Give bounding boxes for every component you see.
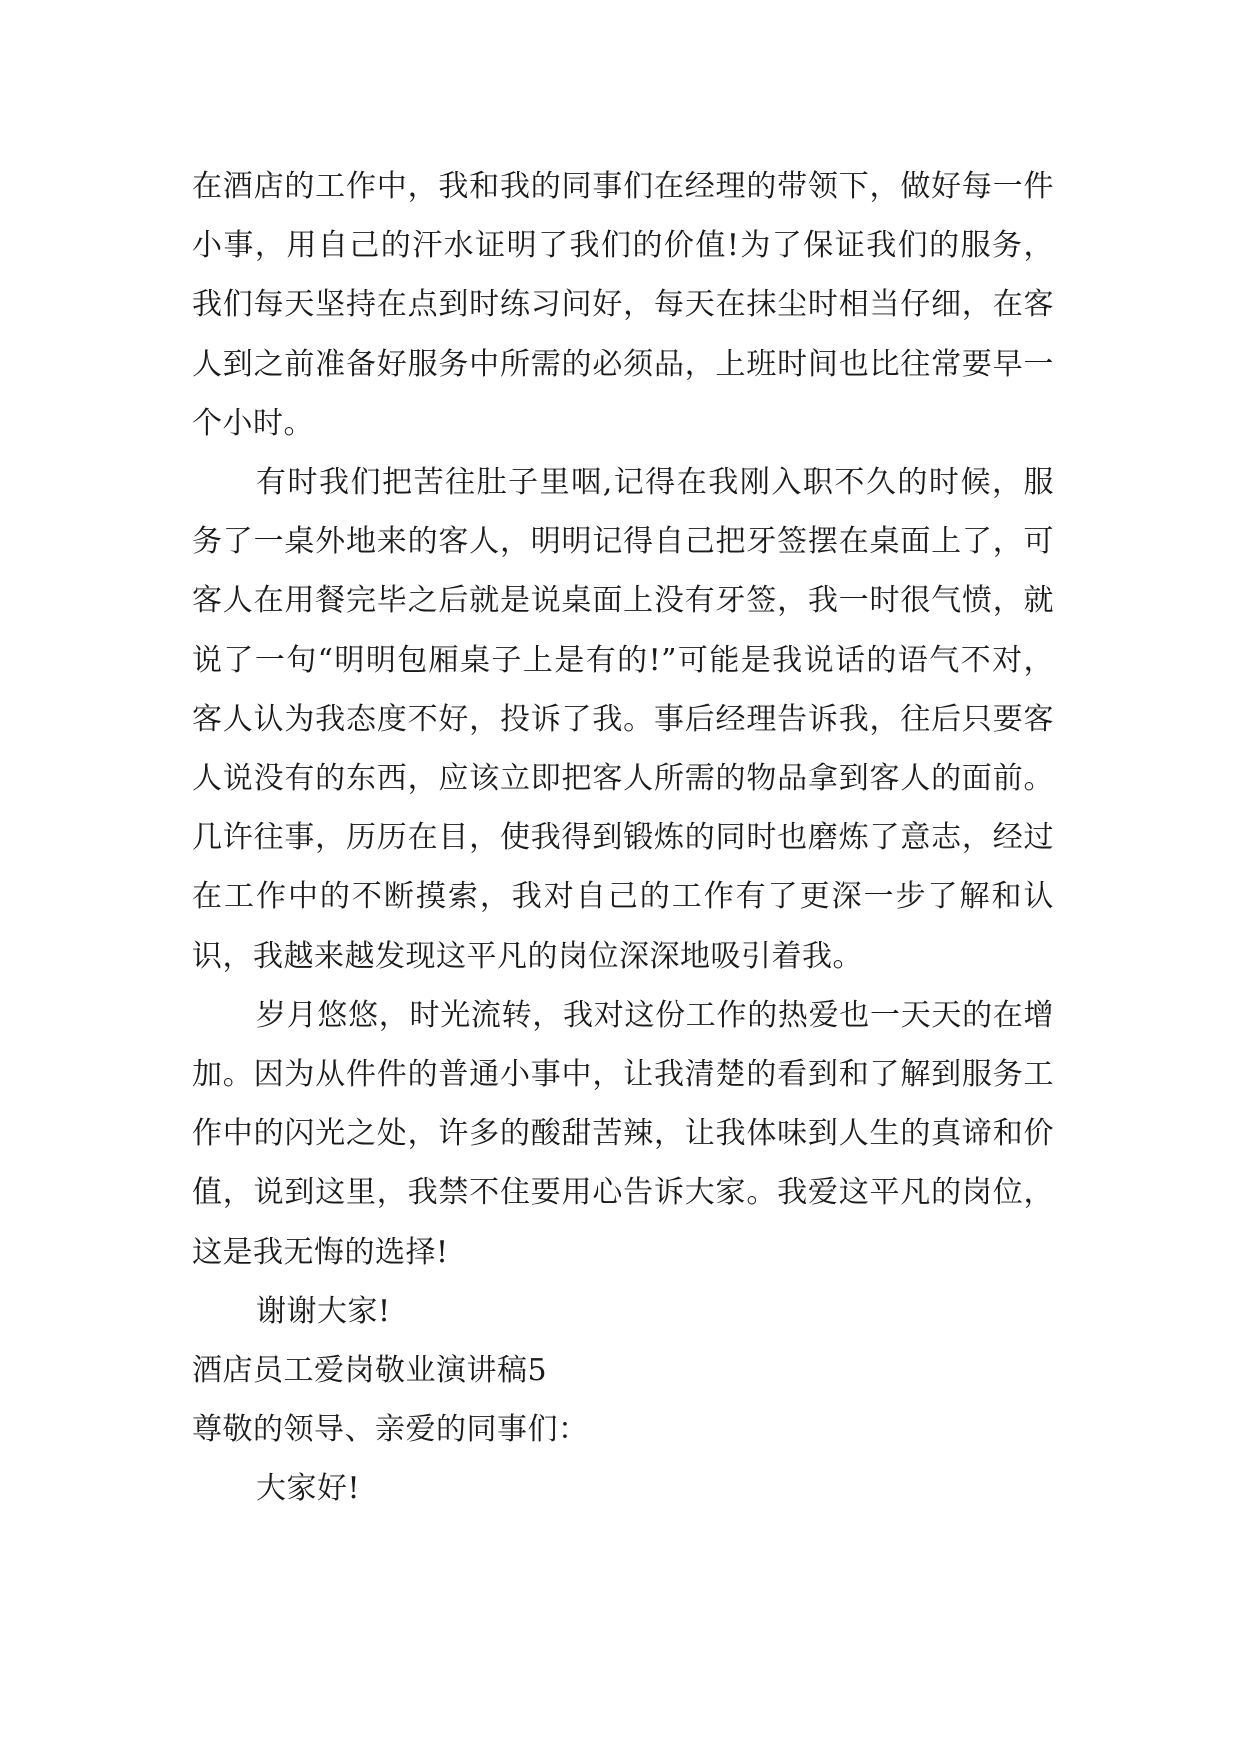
document-body [192, 157, 1054, 1519]
paragraph-love-of-work: 岁月悠悠，时光流转，我对这份工作的热爱也一天天的在增加。因为从件件的普通小事中，让我清楚的看到和了解到服务工作中的闪光之处，许多的酸甜苦辣，让我体味到人生的真谛和价值，说到这里，我禁不住要用心告诉大家。我爱这平凡的岗位，这是我无悔的选择! [192, 997, 1054, 1270]
paragraph-hotel-work: 在酒店的工作中，我和我的同事们在经理的带领下，做好每一件小事，用自己的汗水证明了我们的价值!为了保证我们的服务，我们每天坚持在点到时练习问好，每天在抹尘时相当仔细，在客人到之前准备好服务中所需的必须品，上班时间也比往常要早一个小时。 [192, 169, 1054, 441]
paragraph-toothpick-story: 有时我们把苦往肚子里咽,记得在我刚入职不久的时候，服务了一桌外地来的客人，明明记得自己把牙签摆在桌面上了，可客人在用餐完毕之后就是说桌面上没有牙签，我一时很气愤，就说了一句“明明包厢桌子上是有的!”可能是我说话的语气不对，客人认为我态度不好，投诉了我。事后经理告诉我，往后只要客人说没有的东西，应该立即把客人所需的物品拿到客人的面前。几许往事，历历在目，使我得到锻炼的同时也磨炼了意志，经过在工作中的不断摸索，我对自己的工作有了更深一步了解和认识，我越来越发现这平凡的岗位深深地吸引着我。 [192, 465, 1054, 974]
salutation: 尊敬的领导、亲爱的同事们： [192, 1412, 589, 1448]
greeting: 大家好! [256, 1471, 361, 1507]
paragraph-thanks: 谢谢大家! [256, 1293, 391, 1329]
section-title: 酒店员工爱岗敬业演讲稿5 [192, 1353, 548, 1389]
